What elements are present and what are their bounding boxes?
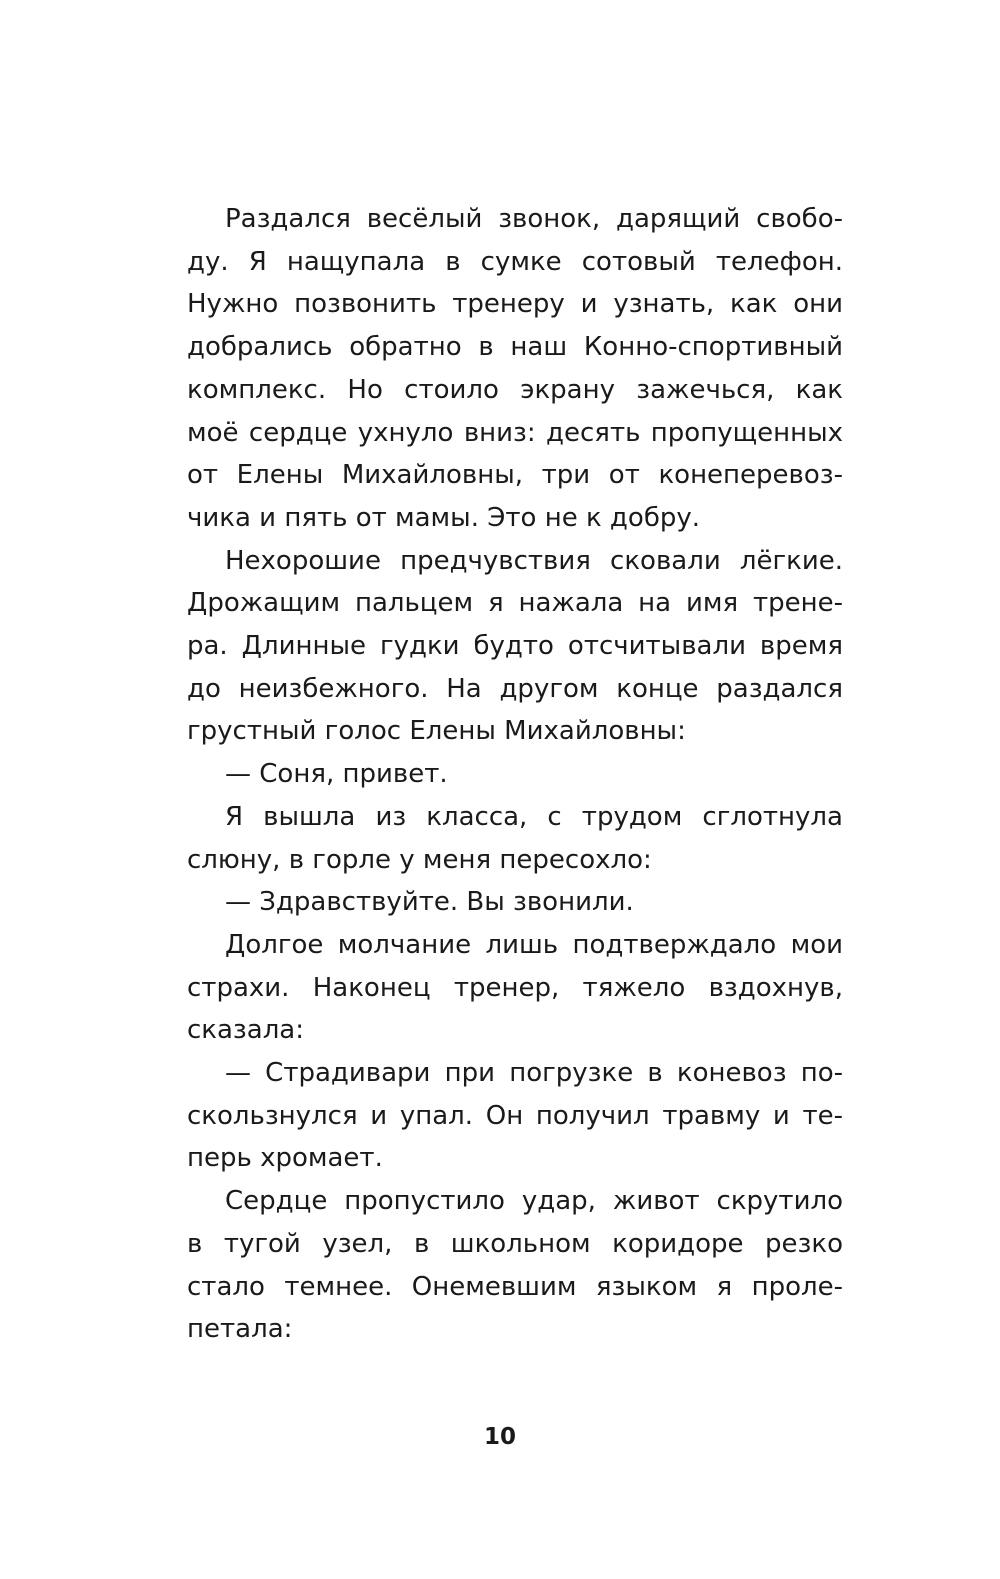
text-line: в тугой узел, в школьном коридоре резко xyxy=(187,1228,843,1259)
paragraph xyxy=(187,753,843,796)
page-number: 10 xyxy=(483,1424,516,1450)
text-line: ду. Я нащупала в сумке сотовый телефон. xyxy=(187,246,843,277)
text-line: от Елены Михайловны, три от конеперевоз- xyxy=(187,460,843,491)
text-line: — Страдивари при погрузке в коневоз по- xyxy=(225,1058,843,1089)
text-line: Нехорошие предчувствия сковали лёгкие. xyxy=(225,545,843,576)
text-line: слюну, в горле у меня пересохло: xyxy=(187,844,652,875)
text-line: — Здравствуйте. Вы звонили. xyxy=(225,887,634,918)
text-line: моё сердце ухнуло вниз: десять пропущенных xyxy=(187,417,843,448)
text-line: ра. Длинные гудки будто отсчитывали время xyxy=(187,631,843,662)
text-line: — Соня, привет. xyxy=(225,759,448,790)
text-line: скользнулся и упал. Он получил травму и те- xyxy=(187,1100,843,1131)
text-line: Дрожащим пальцем я нажала на имя трене- xyxy=(187,588,843,619)
text-line: Раздался весёлый звонок, дарящий свобо- xyxy=(225,204,843,234)
paragraph xyxy=(187,924,843,1052)
text-line: Сердце пропустило удар, живот скрутило xyxy=(225,1186,843,1217)
text-line: Я вышла из класса, с трудом сглотнула xyxy=(225,801,843,832)
text-line: сказала: xyxy=(187,1015,304,1046)
text-line: Нужно позвонить тренеру и узнать, как они xyxy=(187,289,843,320)
paragraph xyxy=(187,198,843,540)
text-line: добрались обратно в наш Конно-спортивный xyxy=(187,332,843,363)
text-line: стало темнее. Онемевшим языком я проле- xyxy=(187,1271,843,1302)
text-line: Долгое молчание лишь подтверждало мои xyxy=(225,929,843,960)
paragraph xyxy=(187,796,843,881)
text-line: комплекс. Но стоило экрану зажечься, как xyxy=(187,374,843,405)
text-line: перь хромает. xyxy=(187,1143,383,1174)
text-line: до неизбежного. На другом конце раздался xyxy=(187,673,843,704)
text-line: страхи. Наконец тренер, тяжело вздохнув, xyxy=(187,972,843,1003)
text-line: чика и пять от мамы. Это не к добру. xyxy=(187,502,701,533)
paragraph xyxy=(187,881,843,924)
body-text xyxy=(187,198,843,1351)
paragraph xyxy=(187,1052,843,1180)
text-line: грустный голос Елены Михайловны: xyxy=(187,716,686,747)
text-line: петала: xyxy=(187,1314,293,1345)
paragraph xyxy=(187,540,843,754)
paragraph xyxy=(187,1180,843,1351)
